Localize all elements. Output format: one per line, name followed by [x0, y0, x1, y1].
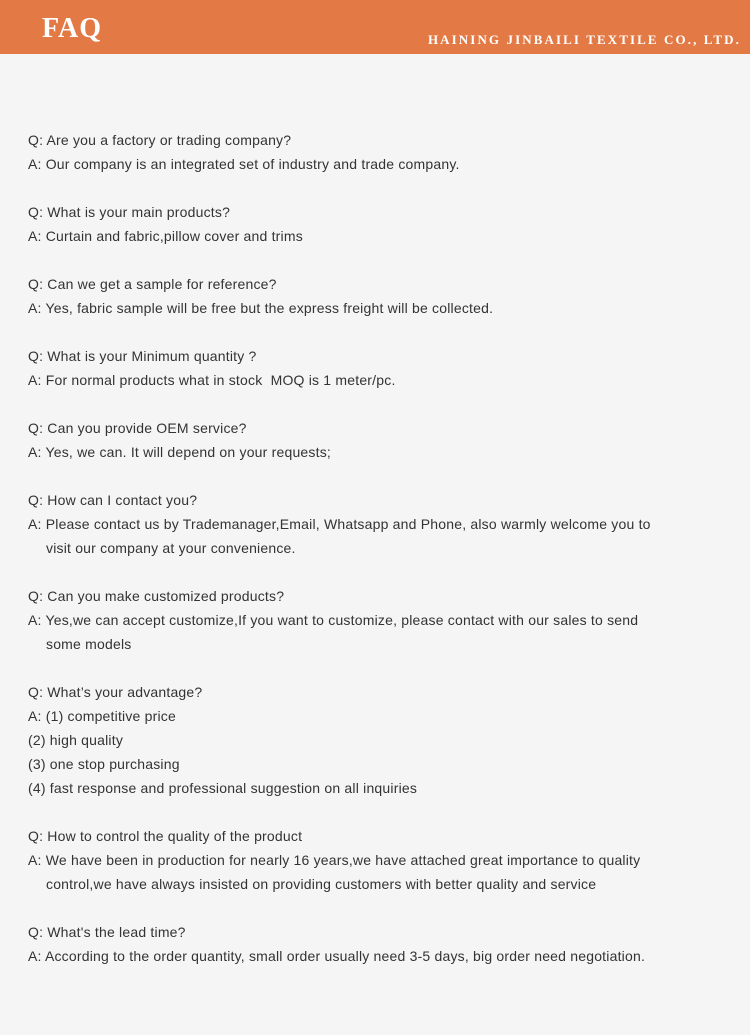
faq-question: Q: Are you a factory or trading company?: [28, 132, 292, 148]
faq-answer: A: We have been in production for nearly 16 years,we have attached great importance to quality: [28, 852, 641, 868]
faq-item: [28, 920, 728, 968]
faq-answer-continuation: some models: [46, 636, 132, 652]
faq-item: [28, 824, 728, 896]
faq-item: [28, 584, 728, 656]
faq-answer: A: Yes,we can accept customize,If you want to customize, please contact with our sales to send: [28, 612, 639, 628]
faq-question: Q: How can I contact you?: [28, 492, 198, 508]
faq-question: Q: Can we get a sample for reference?: [28, 276, 277, 292]
header-banner: [0, 0, 750, 54]
faq-answer: A: According to the order quantity, small order usually need 3-5 days, big order need negotiation.: [28, 948, 646, 964]
faq-answer: A: Yes, we can. It will depend on your requests;: [28, 444, 331, 460]
faq-answer: A: Yes, fabric sample will be free but the express freight will be collected.: [28, 300, 494, 316]
faq-list: [28, 128, 728, 992]
faq-answer-continuation: control,we have always insisted on providing customers with better quality and service: [46, 876, 597, 892]
faq-item: [28, 128, 728, 176]
faq-answer: A: (1) competitive price: [28, 708, 176, 724]
faq-answer: A: Please contact us by Trademanager,Email, Whatsapp and Phone, also warmly welcome you to: [28, 516, 651, 532]
faq-question: Q: What is your Minimum quantity ?: [28, 348, 257, 364]
faq-question: Q: What's the lead time?: [28, 924, 186, 940]
faq-item: [28, 344, 728, 392]
faq-answer-continuation: visit our company at your convenience.: [46, 540, 296, 556]
company-name: HAINING JINBAILI TEXTILE CO., LTD.: [427, 32, 741, 47]
faq-item: [28, 272, 728, 320]
faq-answer: A: Our company is an integrated set of industry and trade company.: [28, 156, 460, 172]
faq-answer: A: Curtain and fabric,pillow cover and trims: [28, 228, 303, 244]
faq-answer-point: (4) fast response and professional suggestion on all inquiries: [28, 780, 418, 796]
faq-question: Q: What’s your advantage?: [28, 684, 203, 700]
faq-question: Q: Can you provide OEM service?: [28, 420, 247, 436]
faq-answer: A: For normal products what in stock MOQ is 1 meter/pc.: [28, 372, 396, 388]
faq-question: Q: What is your main products?: [28, 204, 231, 220]
faq-item: [28, 416, 728, 464]
faq-answer-point: (2) high quality: [28, 732, 124, 748]
page-title: FAQ: [42, 13, 103, 44]
faq-item: [28, 680, 728, 800]
faq-answer-point: (3) one stop purchasing: [28, 756, 180, 772]
faq-question: Q: Can you make customized products?: [28, 588, 285, 604]
faq-item: [28, 200, 728, 248]
faq-question: Q: How to control the quality of the product: [28, 828, 303, 844]
faq-item: [28, 488, 728, 560]
